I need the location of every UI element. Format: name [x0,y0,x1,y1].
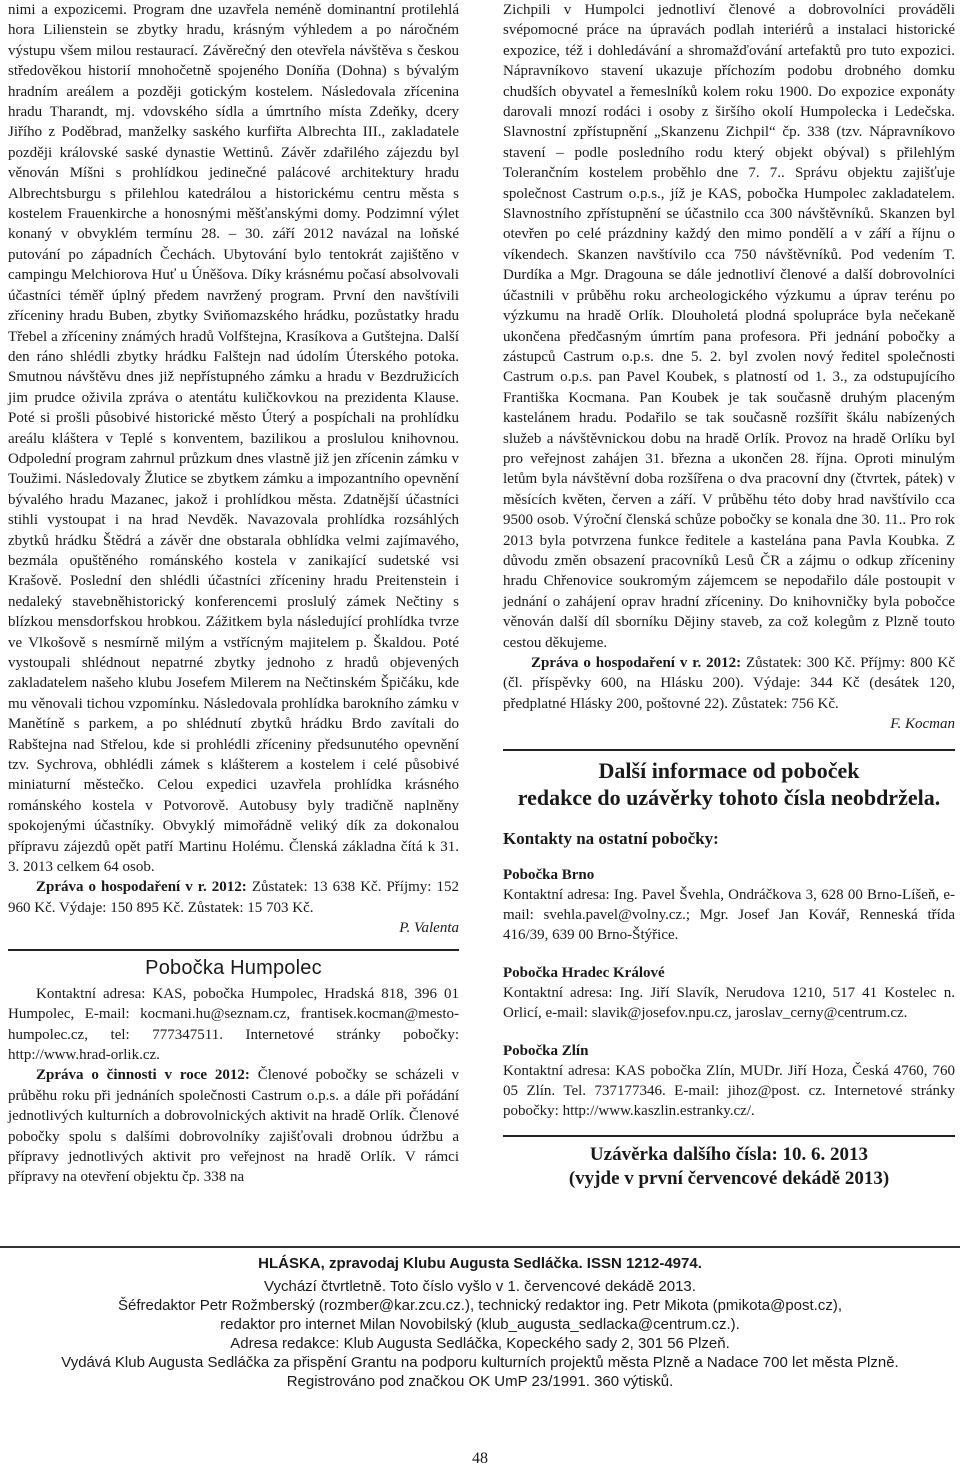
contacts-heading: Kontakty na ostatní pobočky: [503,828,719,848]
page-number: 48 [472,1450,488,1467]
activity-label: Zpráva o činnosti v roce 2012: [36,1067,250,1084]
deadline-divider [503,1135,955,1137]
right-signature: F. Kocman [890,716,955,733]
deadline-line-2: (vyjde v první červencové dekádě 2013) [568,1167,890,1189]
footer-line: redaktor pro internet Milan Novobilský (klub_augusta_sedlacka@centrum.cz.). [220,1316,740,1333]
branch-name: Pobočka Zlín [503,1042,589,1059]
right-finance-text: Zůstatek: 300 Kč. Příjmy: 800 Kč (čl. příspěvky 600, na Hlásku 200). Výdaje: 344 Kč (desátek 120, předplatné Hlásky 200, poštovné 22). Zůstatek: 756 Kč. [503,655,955,712]
right-finance-label: Zpráva o hospodaření v r. 2012: [531,655,742,671]
right-column [503,0,955,1191]
left-finance-label: Zpráva o hospodaření v r. 2012: [36,879,247,896]
branch-name: Pobočka Hradec Králové [503,964,665,981]
masthead-footer [0,1254,960,1391]
footer-line: Adresa redakce: Klub Augusta Sedláčka, Kopeckého sady 2, 301 56 Plzeň. [230,1335,730,1352]
left-signature: P. Valenta [399,920,459,937]
right-finance-report [503,653,955,714]
section-title-humpolec: Pobočka Humpolec [145,956,322,979]
footer-title: HLÁSKA, zpravodaj Klubu Augusta Sedláčka. ISSN 1212-4974. [258,1255,702,1272]
left-paragraph-trips: nimi a expozicemi. Program dne uzavřela neméně dominantní protilehlá hora Lilienstein se zbytky hradu, krásným výhledem a po náročném výstupu všem milou restaurací. Závěrečný den otevřela návštěva s českou středověkou historií mnohočetně spojeného Doníňa (Dohna) s bývalým hradním areálem a později gotickým kostelem. Následovala zřícenina hradu Tharandt, mj. vdovského sídla a úmrtního místa Zdeňky, dcery Jiřího z Poděbrad, manželky saského kurfiřta Albrechta III., zakladatele později královské saské dynastie Wettinů. Závěr zdařilého zájezdu byl věnován Míšni s prohlídkou jedinečné palácové architektury hradu Albrechtsburgu s přilehlou katedrálou a historickému centru města s kostelem Frauenkirche a honosnými měšťanskými domy. Podzimní výlet konaný v obvyklém termínu 28. – 30. září 2012 navázal na loňské putování po západních Čechách. Ubytování bylo tentokrát zajištěno v campingu Melchiorova Huť u Úněšova. Díky krásnému počasí absolvovali účastníci téměř úplný předem navržený program. První den navštívili zříceniny hradu Buben, zbytky Sviňomazského hrádku, pozůstatky hradu Třebel a zříceniny známých hradů Volfštejna, Krasíkova a Gutštejna. Další den ráno shlédli zbytky hrádku Falštejn nad údolím Úterského potoka. Smutnou návštěvu dnes již nepřístupného zámku a hradu v Bezdružicích jim prudce oživila zpráva o atentátu kuličkovkou na prezidenta Klause. Poté si prošli působivé historické město Úterý a pospíchali na prohlídku areálu kláštera v Teplé s konventem, bazilikou a proslulou knihovnou. Odpolední program zahrnul průzkum dnes vlastně již jen zřícenin zámku v Toužimi. Následovaly Žlutice se zbytkem zámku a impozantního opevnění bývalého hradu Mazanec, jakož i prohlídkou města. Zdatnější účastníci stihli vystoupat i na hrad Nevděk. Navazovala prohlídka rozsáhlých zbytků hrádku Štědrá a závěr dne obstarala obhlídka velmi zajímavého, bezmála opuštěného románského kostela v zanikající sudetské vsi Krašově. Poslední den shlédli účastníci zříceniny hradu Preitenstein i nedaleký stavebněhistorický konferencemi proslulý zámek Nečtiny s blízkou mensdorfskou hrobkou. Zážitkem byla následující prohlídka tvrze ve Vlkošově s nesmírně milým a vstřícným majitelem p. Škaldou. Poté vystoupali shlédnout nepatrné zbytky jednoho z hradů objevených zakladatelem našeho klubu Josefem Milerem na Nečtinském Špičáku, kde mu věnovali tichou vzpomínku. Následovala prohlídka barokního zámku v Manětíně s parkem, a po shlédnutí zbytků hrádku Brdo zavítali do Rabštejna nad Střelou, kde si prohlédli zříceniny předsunutého opevnění tzv. Sychrova, obhlédli zámek s klášterem a kostelem i celé působivé miniaturní městečko. Celou expedici uzavřela prohlídka krásného románského kostela v Potvorově. Autobusy byly tradičně naplněny spokojenými účastníky. Obvyklý mimořádně veliký dík za dokonalou přípravu zájezdů opět patří Martinu Holému. Členská základna čítá k 31. 3. 2013 celkem 64 osob. [8,2,459,876]
left-finance-report [8,877,459,918]
branch-zlin [503,1041,955,1121]
humpolec-contact: Kontaktní adresa: KAS, pobočka Humpolec, Hradská 818, 396 01 Humpolec, E-mail: kocmani.hu@seznam.cz, frantisek.kocman@mesto-humpolec.cz, tel: 777347511. Internetové stránky pobočky: http://www.hrad-orlik.cz. [8,985,459,1063]
branch-contact: Kontaktní adresa: KAS pobočka Zlín, MUDr. Jiří Hoza, Česká 4760, 760 05 Zlín. Tel. 737177346. E-mail: jihoz@post. cz. Internetové stránky pobočky: http://www.kaszlin.estranky.cz/. [503,1062,955,1119]
left-column [8,0,459,1188]
notice-line-2: redakce do uzávěrky tohoto čísla neobdržela. [517,784,941,810]
right-paragraph-humpolec: Zichpili v Humpolci jednotliví členové a dobrovolníci prováděli svépomocné práce na úpravách podlah interiérů a instalaci historické expozice, též i dohledávání a shromažďování artefaktů pro tuto expozici. Nápravníkovo stavení ukazuje příchozím podobu drobného domku chudších obyvatel a řemeslníků kolem roku 1900. Do expozice exponáty darovali mnozí rodáci i osoby z širšího okolí Humpolecka i Ledečska. Slavnostní zpřístupnění „Skanzenu Zichpil“ čp. 338 (tzv. Nápravníkovo stavení – podle posledního rodu který objekt obýval) s přilehlým Tolerančním kostelem proběhlo dne 7. 7.. Správu objektu zajišťuje společnost Castrum o.p.s., jíž je KAS, pobočka Humpolec zakladatelem. Slavnostního zpřístupnění se účastnilo cca 300 návštěvníků. Skanzen byl otevřen po celé prázdniny každý den mimo pondělí a v září a říjnu o víkendech. Skanzen navštívilo cca 750 návštěvníků. Pod vedením T. Durdíka a Mgr. Dragouna se dále jednotliví členové a další dobrovolníci účastnili v průběhu roku archeologického výzkumu a úprav terénu po výzkumu na hradě Orlík. Dlouholetá plodná spolupráce byla nečekaně ukončena předčasným úmrtím pana profesora. Při jednání pobočky a zástupců Castrum o.p.s. dne 5. 2. byl zvolen nový ředitel společnosti Castrum o.p.s. pan Pavel Koubek, s platností od 1. 3., za odstupujícího Františka Kocmana. Pan Koubek je tak současně druhým placeným kastelánem hradu. Podařilo se tak současně rozšířit škálu nabízených služeb a návštěvnickou dobu na hradě Orlík. Provoz na hradě Orlíku byl pro veřejnost zahájen 31. března a ukončen 28. října. Oproti minulým letům byla návštěvní doba rozšířena o dva pracovní dny (čtvrtek, pátek) v měsících květen, červen a září. V průběhu této doby hrad navštívilo cca 9500 osob. Výroční členská schůze pobočky se konala dne 30. 11.. Pro rok 2013 byla potvrzena funkce ředitele a kastelána pana Pavla Koubka. Z důvodu změn obsazení pracovníků Lesů ČR a zájmu o odkup zříceniny hradu Chřenovice soukromým zájemcem se nepodařilo dále postoupit v jednání o zahájení oprav hradní zříceniny. Do knihovničky byla pobočce věnován další díl sborníku Dějiny staveb, za což kolegům z Plzně touto cestou děkujeme. [503,2,955,651]
branch-brno [503,865,955,945]
section-divider [8,949,459,951]
left-finance-text: Zůstatek: 13 638 Kč. Příjmy: 152 960 Kč. Výdaje: 150 895 Kč. Zůstatek: 15 703 Kč. [8,879,459,916]
humpolec-activity-report [8,1065,459,1187]
branch-contact: Kontaktní adresa: Ing. Pavel Švehla, Ondráčkova 3, 628 00 Brno-Líšeň, e-mail: svehla.pavel@volny.cz.; Mgr. Josef Jan Kovář, Renneská třída 416/39, 639 00 Brno-Štýřice. [503,886,955,943]
footer-line: Vychází čtvrtletně. Toto číslo vyšlo v 1. červencové dekádě 2013. [264,1278,696,1295]
activity-text: Členové pobočky se scházeli v průběhu roku při jednáních společnosti Castrum o.p.s. a dále při pořádání jednotlivých kulturních a dobrovolnických aktivit na hradě Orlík. Členové pobočky spolu s dalšími dobrovolníky zajišťovali drobnou údržbu a přípravy jednotlivých aktivit pro veřejnost na hradě Orlík. V rámci přípravy na otevření objektu čp. 338 na [8,1067,459,1186]
footer-line: Vydává Klub Augusta Sedláčka za přispění Grantu na podporu kulturních projektů města Plzně a Nadace 700 let města Plzně. [61,1354,899,1371]
notice-line-1: Další informace od poboček [598,757,860,783]
footer-line: Registrováno pod značkou OK UmP 23/1991. 360 výtisků. [286,1373,674,1390]
branch-name: Pobočka Brno [503,866,595,883]
branch-hradec-kralove [503,963,955,1023]
footer-line: Šéfredaktor Petr Rožmberský (rozmber@kar.zcu.cz.), technický redaktor ing. Petr Mikota (pmikota@post.cz), [117,1297,842,1314]
footer-divider [0,1246,960,1248]
notice-divider [503,749,955,751]
branch-contact: Kontaktní adresa: Ing. Jiří Slavík, Nerudova 1210, 517 41 Kostelec n. Orlicí, e-mail: slavik@josefov.npu.cz, jaroslav_cerny@centrum.cz. [503,984,955,1021]
deadline-line-1: Uzávěrka dalšího čísla: 10. 6. 2013 [589,1143,869,1165]
